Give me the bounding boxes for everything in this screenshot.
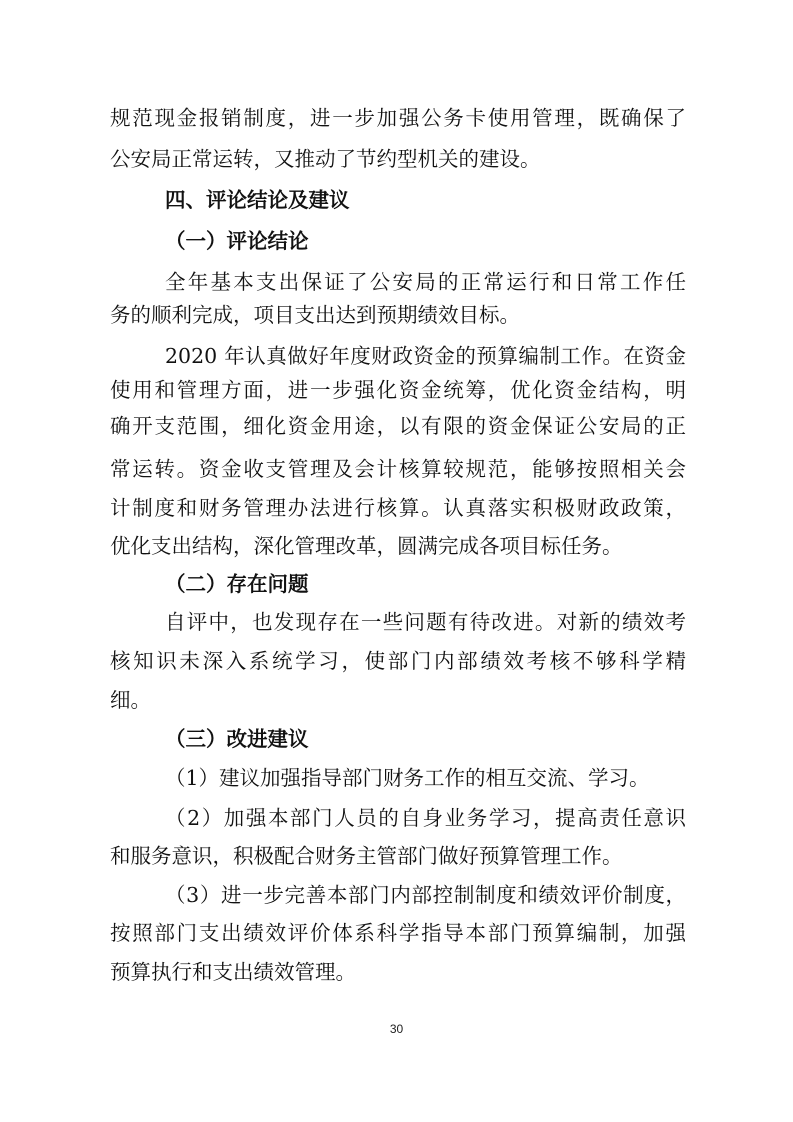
paragraph-line: 优化支出结构，深化管理改革，圆满完成各项目标任务。: [110, 534, 623, 558]
paragraph-line: （3）进一步完善本部门内部控制制度和绩效评价制度，: [165, 883, 686, 907]
section-heading: 四、评论结论及建议: [165, 188, 350, 212]
paragraph-line: 自评中，也发现存在一些问题有待改进。对新的绩效考: [165, 610, 686, 634]
paragraph-line: （2）加强本部门人员的自身业务学习，提高责任意识: [165, 806, 686, 830]
paragraph-line: （1）建议加强指导部门财务工作的相互交流、学习。: [165, 766, 650, 790]
paragraph-line: 规范现金报销制度，进一步加强公务卡使用管理，既确保了: [110, 106, 686, 130]
subsection-heading: （三）改进建议: [165, 727, 309, 751]
subsection-heading: （二）存在问题: [165, 572, 309, 596]
paragraph-line: 计制度和财务管理办法进行核算。认真落实积极财政政策，: [110, 496, 686, 520]
paragraph-line: 细。: [110, 688, 151, 712]
paragraph-line: 使用和管理方面，进一步强化资金统筹，优化资金结构，明: [110, 378, 686, 402]
paragraph-line: 核知识未深入系统学习，使部门内部绩效考核不够科学精: [110, 649, 686, 673]
paragraph-line: 和服务意识，积极配合财务主管部门做好预算管理工作。: [110, 844, 623, 868]
page-number: 30: [389, 1022, 404, 1036]
paragraph-line: 预算执行和支出绩效管理。: [110, 960, 356, 984]
paragraph-line: 常运转。资金收支管理及会计核算较规范，能够按照相关会: [110, 457, 686, 481]
paragraph-line: 公安局正常运转，又推动了节约型机关的建设。: [110, 147, 541, 171]
paragraph-line: 务的顺利完成，项目支出达到预期绩效目标。: [110, 303, 520, 327]
paragraph-line: 2020 年认真做好年度财政资金的预算编制工作。在资金: [165, 344, 686, 368]
paragraph-line: 按照部门支出绩效评价体系科学指导本部门预算编制，加强: [110, 921, 686, 945]
paragraph-line: 全年基本支出保证了公安局的正常运行和日常工作任: [165, 270, 686, 294]
subsection-heading: （一）评论结论: [165, 229, 309, 253]
paragraph-line: 确开支范围，细化资金用途，以有限的资金保证公安局的正: [110, 414, 686, 438]
